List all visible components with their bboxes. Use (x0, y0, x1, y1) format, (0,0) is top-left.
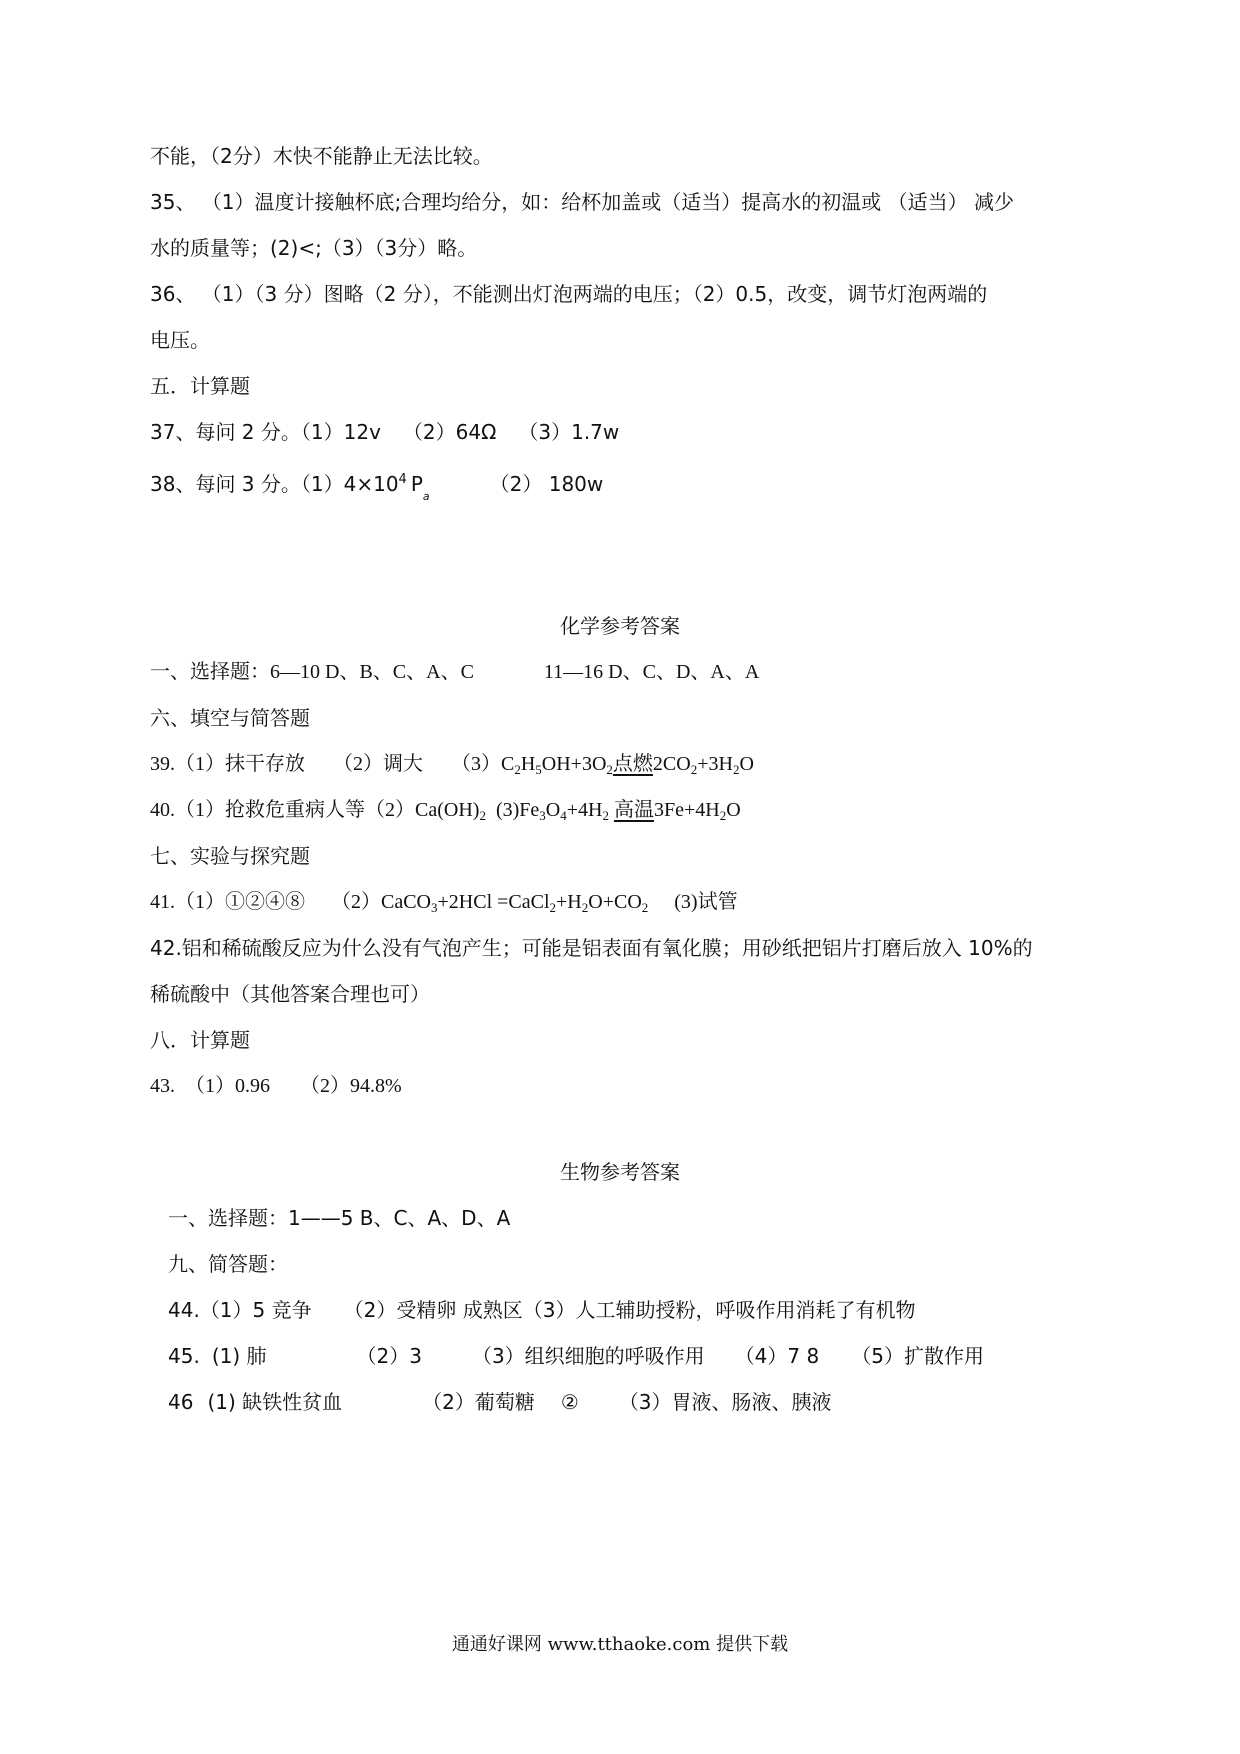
q39-answer-1: （1）抹干存放 (175, 753, 305, 775)
biology-section-1 (168, 1204, 1128, 1232)
q38-answer-1: （1）4×10 (300, 472, 399, 496)
text: 一、选择题：1——5 B、C、A、D、A (168, 1206, 511, 1230)
biology-q46 (168, 1388, 1128, 1416)
text: 水的质量等；(2)<;（3）（3分）略。 (150, 236, 478, 260)
q46-answer-3: （3）胃液、肠液、胰液 (618, 1390, 832, 1414)
q41-number: 41. (150, 891, 175, 913)
q39-equation: $C_2H_5OH+3O_2$点燃$2CO_2+3H_2O$ (501, 753, 754, 777)
physics-q35-line1 (150, 188, 1110, 216)
text: 七、实验与探究题 (150, 844, 310, 868)
text: 不能，（2分）木快不能静止无法比较。 (150, 144, 493, 168)
physics-line-34-continued (150, 142, 1110, 170)
chemistry-q42-line2 (150, 980, 1110, 1008)
choice-answers-b: 11—16 D、C、D、A、A (543, 661, 760, 683)
chemistry-q41 (150, 888, 1110, 916)
biology-q44 (168, 1296, 1128, 1324)
q40-answer-1: （1）抢救危重病人等 (175, 799, 365, 821)
q41-answer-1: （1）①②④⑧ (175, 891, 305, 913)
q40-answer-3: (3) (495, 799, 520, 821)
q45-answer-2: （2）3 (356, 1344, 422, 1368)
biology-section-9-heading (168, 1250, 1128, 1278)
footer (0, 1630, 1240, 1656)
q45-answer-4: （4）7 8 (734, 1344, 820, 1368)
section-label: 一、选择题： (150, 661, 270, 683)
q43-answer-2: （2）94.8% (300, 1075, 402, 1097)
q40-number: 40. (150, 799, 175, 821)
q45-answer-5: （5）扩散作用 (851, 1344, 984, 1368)
chemistry-section-6-heading (150, 704, 1110, 732)
q46-answer-2b: ② (560, 1390, 579, 1414)
q44-answer-3: （3）人工辅助授粉，呼吸作用消耗了有机物 (522, 1298, 916, 1322)
q46-answer-1: (1) 缺铁性贫血 (207, 1390, 343, 1414)
chemistry-q40 (150, 796, 1110, 824)
q40-equation: $Fe_3O_4+4H_2$ 高温$3Fe+4H_2O$ (519, 799, 741, 823)
q46-answer-2: （2）葡萄糖 (422, 1390, 535, 1414)
text: 生物参考答案 (560, 1160, 680, 1184)
chemistry-q43 (150, 1072, 1110, 1100)
reaction-condition: 高温 (613, 799, 654, 821)
text: 36、 （1）（3 分）图略（2 分），不能测出灯泡两端的电压；（2）0.5，改变，调节灯泡两端的 (150, 282, 988, 306)
text: 35、 （1）温度计接触杯底;合理均给分，如：给杯加盖或（适当）提高水的初温或 （适当） 减少 (150, 190, 1014, 214)
q44-number: 44. (168, 1298, 200, 1322)
q43-number: 43. (150, 1075, 175, 1097)
physics-q35-line2 (150, 234, 1110, 262)
q45-answer-3: （3）组织细胞的呼吸作用 (471, 1344, 705, 1368)
q45-number: 45. (168, 1344, 200, 1368)
q46-number: 46 (168, 1390, 194, 1414)
q38-unit: P (410, 472, 423, 496)
q39-answer-2: （2）调大 (333, 753, 423, 775)
chemistry-section-8-heading (150, 1026, 1110, 1054)
text: 五．计算题 (150, 374, 250, 398)
physics-q36-line2 (150, 326, 1110, 354)
physics-q37 (150, 418, 1110, 446)
q38-prefix: 38、每问 3 分。 (150, 472, 301, 496)
q38-answer-2: （2） 180w (489, 472, 604, 496)
text: 稀硫酸中（其他答案合理也可） (150, 982, 430, 1006)
q41-answer-2: （2） (331, 891, 381, 913)
chemistry-q39 (150, 750, 1110, 778)
physics-section-5-heading (150, 372, 1110, 400)
chemistry-q42-line1 (150, 934, 1110, 962)
q37-answer-2: （2）64Ω (402, 420, 497, 444)
q41-equation: CaCO$_3$+2HCl $=CaCl_2+H_2O+CO_2$ (381, 891, 649, 915)
q37-answer-1: （1）12v (300, 420, 381, 444)
text: 通通好课网 www.tthaoke.com 提供下载 (451, 1634, 789, 1655)
biology-q45 (168, 1342, 1128, 1370)
text: 八．计算题 (150, 1028, 250, 1052)
text: 九、简答题： (168, 1252, 288, 1276)
chemistry-section-7-heading (150, 842, 1110, 870)
text: 电压。 (150, 328, 210, 352)
q37-prefix: 37、每问 2 分。 (150, 420, 301, 444)
q40-answer-2: （2） (365, 799, 415, 821)
q43-answer-1: （1）0.96 (185, 1075, 270, 1097)
q39-answer-3: （3） (451, 753, 501, 775)
choice-answers-a: 6—10 D、B、C、A、C (270, 661, 474, 683)
q41-answer-3: (3)试管 (674, 891, 738, 913)
q39-number: 39. (150, 753, 175, 775)
physics-q36-line1 (150, 280, 1110, 308)
biology-title (0, 1158, 1240, 1186)
reaction-condition: 点燃 (612, 753, 653, 775)
chemistry-section-1 (150, 658, 1110, 686)
q44-answer-1: （1）5 竞争 (199, 1298, 312, 1322)
text: 化学参考答案 (560, 614, 680, 638)
q45-answer-1: (1) 肺 (211, 1344, 267, 1368)
chemistry-title (0, 612, 1240, 640)
q40-formula: $Ca(OH)_2$ (415, 799, 486, 823)
text: 42.铝和稀硫酸反应为什么没有气泡产生；可能是铝表面有氧化膜；用砂纸把铝片打磨后放入 10%的 (150, 936, 1033, 960)
q38-unit-sub: a (422, 490, 430, 503)
text: 六、填空与简答题 (150, 706, 310, 730)
q44-answer-2: （2）受精卵 成熟区 (343, 1298, 523, 1322)
q38-exponent: 4 (398, 472, 407, 487)
physics-q38 (150, 470, 1110, 511)
q37-answer-3: （3）1.7w (518, 420, 620, 444)
